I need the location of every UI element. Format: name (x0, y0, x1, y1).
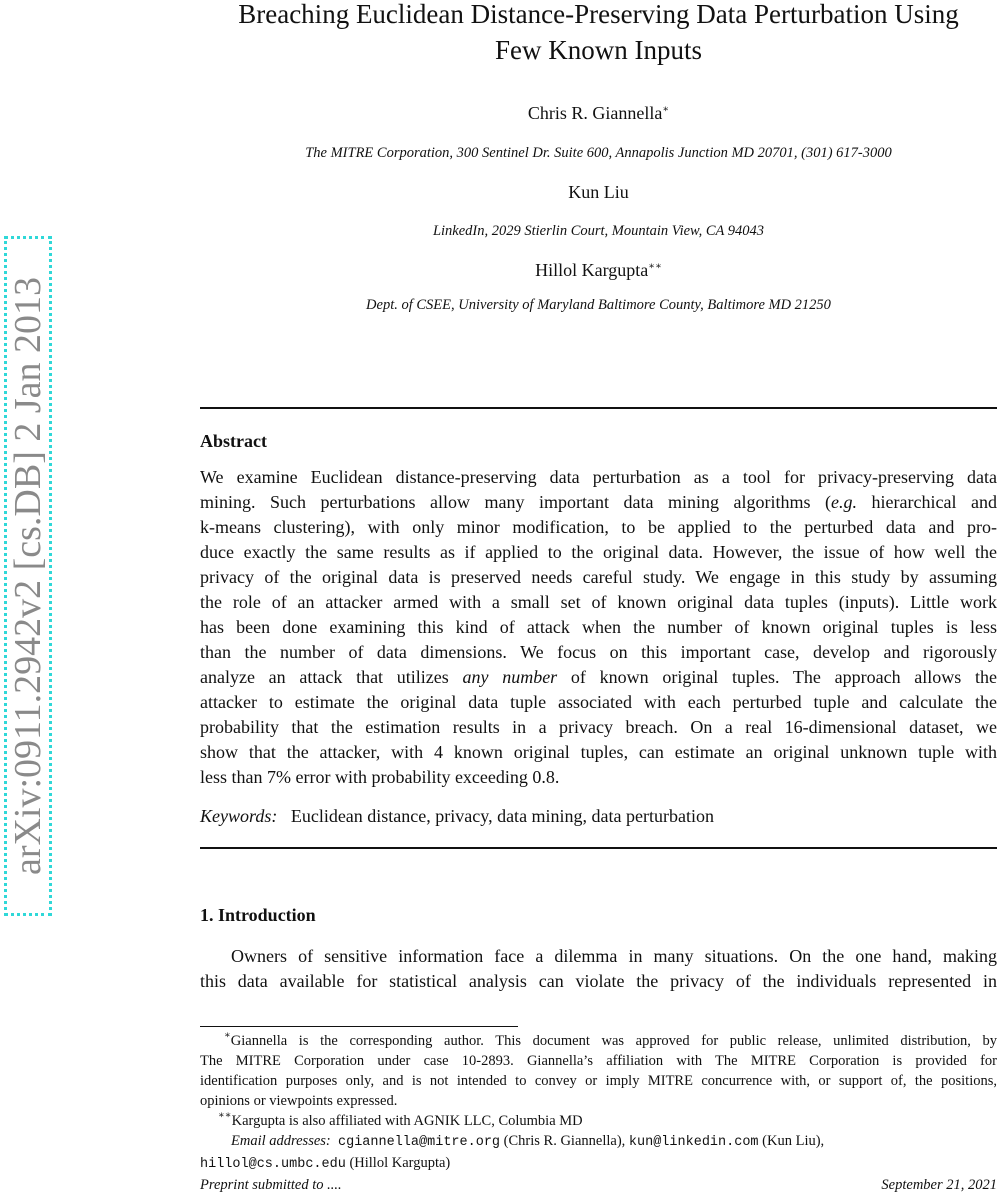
abstract-line: less than 7% error with probability exceeding 0.8. (200, 767, 560, 787)
abstract-line: probability that the estimation results in a privacy breach. On a real 16-dimensional dataset, we (200, 717, 997, 737)
footnote-1-line (200, 1031, 997, 1051)
author-1 (200, 102, 997, 124)
email-line (200, 1153, 997, 1175)
email-owner-1: (Chris R. Giannella), (503, 1133, 626, 1149)
title-line-2: Few Known Inputs (495, 35, 702, 65)
footnote-2-mark: ∗∗ (218, 1110, 232, 1121)
email-link-3[interactable]: hillol@cs.umbc.edu (200, 1157, 346, 1172)
abstract-text: hierarchical and (857, 492, 997, 512)
keywords (200, 804, 714, 829)
footnote-text: Giannella is the corresponding author. This document was approved for public release, unlimited distribution, by (230, 1033, 997, 1049)
author-2 (200, 181, 997, 203)
abstract-line: duce exactly the same results as if applied to the original data. However, the issue of how well the (200, 542, 997, 562)
title-line-1: Breaching Euclidean Distance-Preserving Data Perturbation Using (238, 0, 959, 29)
footer-right: September 21, 2021 (881, 1177, 997, 1193)
abstract-line: k-means clustering), with only minor modification, to be applied to the perturbed data and pro- (200, 517, 997, 537)
abstract-line (200, 490, 997, 515)
abstract-bottom-rule (200, 847, 997, 849)
arxiv-stamp-text: arXiv:0911.2942v2 [cs.DB] 2 Jan 2013 (7, 276, 49, 876)
abstract-text: mining. Such perturbations allow many important data mining algorithms ( (200, 492, 832, 512)
footer-left: Preprint submitted to .... (200, 1177, 342, 1193)
abstract-line: attacker to estimate the original data tuple associated with each perturbed tuple and calculate the (200, 692, 997, 712)
author-3-mark: ∗∗ (648, 261, 662, 272)
abstract-line: than the number of data dimensions. We focus on this important case, develop and rigorously (200, 642, 997, 662)
email-line (200, 1131, 997, 1153)
abstract-line: We examine Euclidean distance-preserving data perturbation as a tool for privacy-preserving data (200, 467, 997, 487)
abstract-text: analyze an attack that utilizes (200, 667, 463, 687)
author-1-affiliation: The MITRE Corporation, 300 Sentinel Dr. Suite 600, Annapolis Junction MD 20701, (301) 617-3000 (305, 145, 892, 161)
footnote-1-mark: ∗ (224, 1030, 231, 1041)
email-link-2[interactable]: kun@linkedin.com (628, 1135, 759, 1150)
author-3 (200, 259, 997, 281)
introduction-line: Owners of sensitive information face a dilemma in many situations. On the one hand, making (231, 946, 997, 966)
abstract-emph: any number (462, 667, 558, 687)
abstract-top-rule (200, 407, 997, 409)
introduction-line: this data available for statistical analysis can violate the privacy of the individuals represented in (200, 971, 997, 991)
abstract-emph: e.g. (831, 492, 858, 512)
footnote-text: Kargupta is also affiliated with AGNIK LLC, Columbia MD (231, 1113, 583, 1129)
footnote-1-line: The MITRE Corporation under case 10-2893. Giannella’s affiliation with The MITRE Corporation is provided for (200, 1053, 997, 1069)
abstract-heading: Abstract (200, 431, 267, 451)
introduction-heading: 1. Introduction (200, 905, 316, 925)
footnote-1-line: opinions or viewpoints expressed. (200, 1093, 398, 1109)
keywords-text: Euclidean distance, privacy, data mining, data perturbation (290, 806, 715, 826)
abstract-text: of known original tuples. The approach allows the (557, 667, 997, 687)
email-owner-2: (Kun Liu), (762, 1133, 825, 1149)
arxiv-stamp (4, 236, 52, 916)
author-2-name: Kun Liu (568, 182, 629, 202)
email-owner-3: (Hillol Kargupta) (349, 1155, 451, 1171)
keywords-label: Keywords: (200, 806, 278, 826)
paper-title (200, 0, 997, 68)
abstract-line: has been done examining this kind of attack when the number of known original tuples is less (200, 617, 997, 637)
footnotes (200, 1031, 997, 1175)
footnote-2-line (200, 1111, 997, 1131)
email-link-1[interactable]: cgiannella@mitre.org (338, 1135, 501, 1150)
abstract-line (200, 665, 997, 690)
author-3-affiliation: Dept. of CSEE, University of Maryland Baltimore County, Baltimore MD 21250 (366, 297, 831, 313)
footnote-1-line: identification purposes only, and is not intended to convey or imply MITRE concurrence with, or support of, the positions, (200, 1073, 997, 1089)
author-1-name: Chris R. Giannella (527, 103, 663, 123)
abstract-line: show that the attacker, with 4 known original tuples, can estimate an original unknown tuple with (200, 742, 997, 762)
footnote-rule (200, 1026, 518, 1027)
author-3-name: Hillol Kargupta (535, 260, 649, 280)
author-1-mark: ∗ (662, 104, 670, 115)
abstract-body (200, 465, 997, 790)
author-2-affiliation: LinkedIn, 2029 Stierlin Court, Mountain View, CA 94043 (432, 223, 765, 239)
abstract-line: the role of an attacker armed with a small set of known original data tuples (inputs). Little work (200, 592, 997, 612)
introduction-body (200, 944, 997, 994)
email-label: Email addresses: (231, 1133, 331, 1149)
abstract-line: privacy of the original data is preserved needs careful study. We engage in this study by assuming (200, 567, 997, 587)
